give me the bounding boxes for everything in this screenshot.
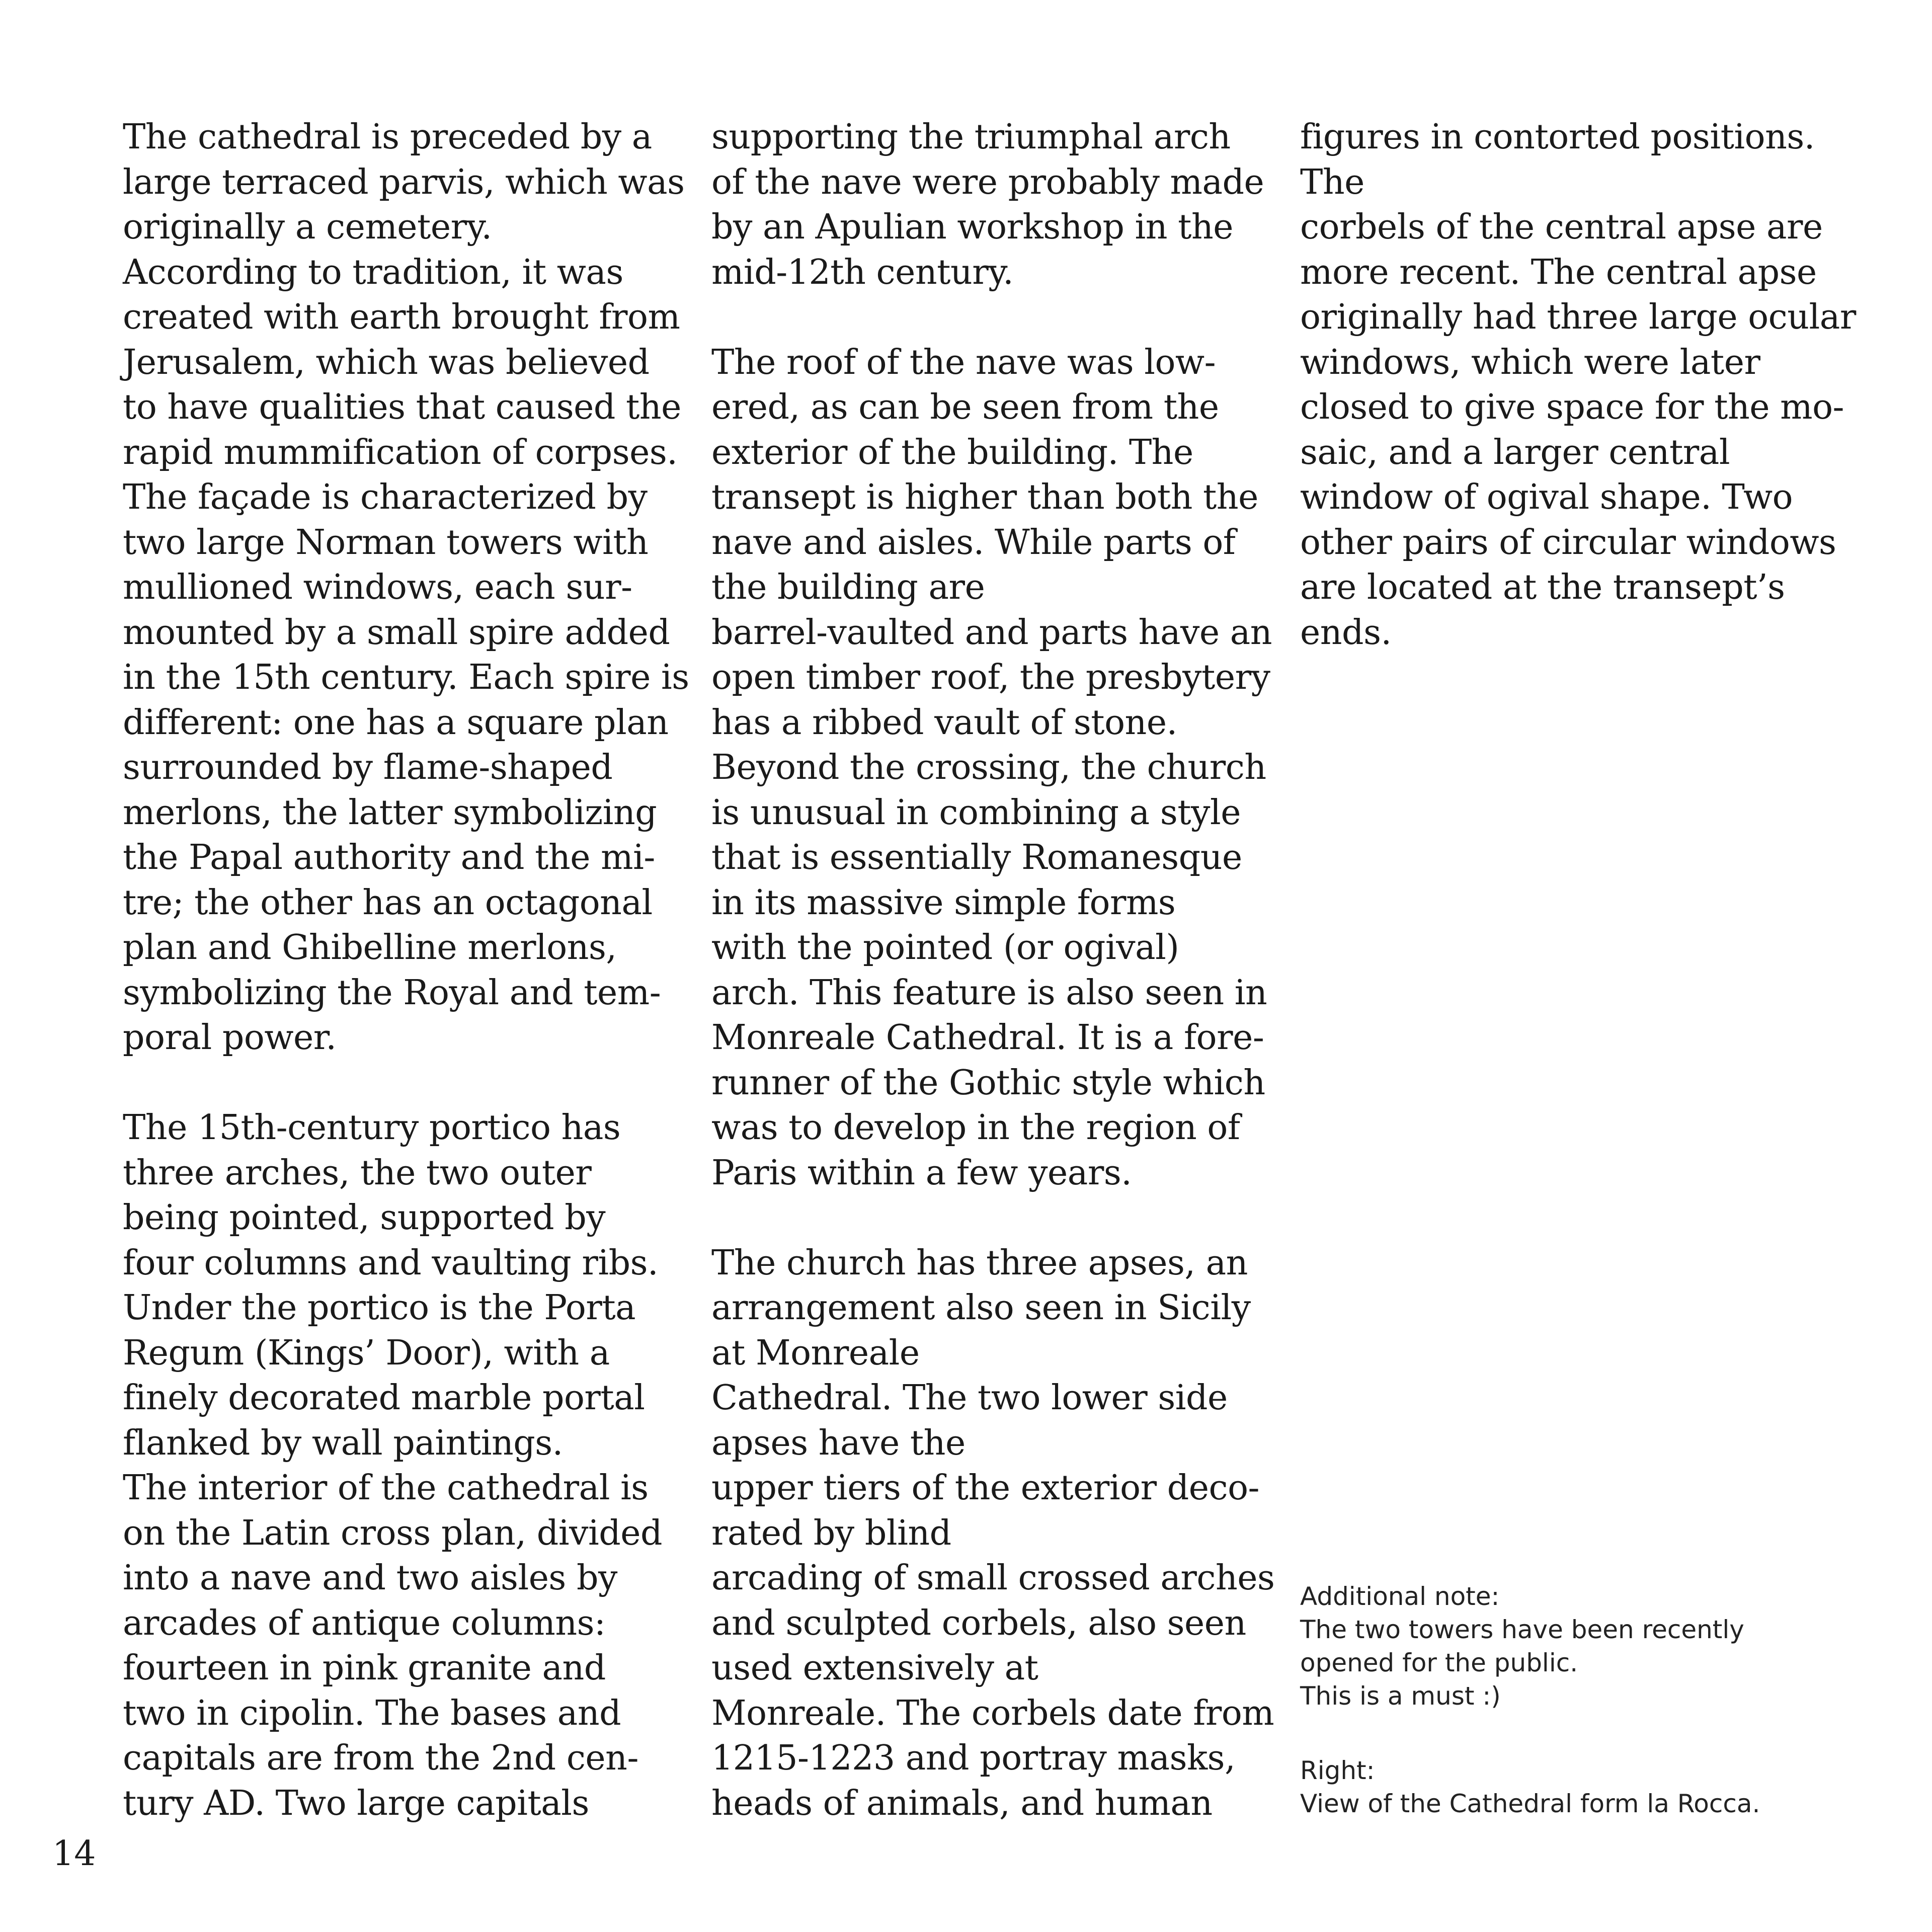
text-line: plan and Ghibelline merlons, <box>123 928 617 968</box>
text-line: used extensively at <box>711 1648 1038 1688</box>
text-line: tury AD. Two large capitals <box>123 1783 589 1823</box>
text-line: that is essentially Romanesque <box>711 838 1242 877</box>
text-line: symbolizing the Royal and tem- <box>123 973 661 1013</box>
text-line: The cathedral is preceded by a <box>123 117 652 157</box>
text-line: two large Norman towers with <box>123 522 649 562</box>
note-line: Right: <box>1300 1756 1375 1785</box>
text-line: originally a cemetery. <box>123 207 492 247</box>
text-line: was to develop in the region of <box>711 1108 1240 1148</box>
text-line: window of ogival shape. Two <box>1300 477 1793 517</box>
text-line: closed to give space for the mo- <box>1300 387 1844 427</box>
text-line: The <box>1300 162 1364 202</box>
text-line: ered, as can be seen from the <box>711 387 1219 427</box>
text-line: Monreale Cathedral. It is a fore- <box>711 1018 1264 1058</box>
text-line: created with earth brought from <box>123 297 680 337</box>
note-line: Additional note: <box>1300 1582 1500 1611</box>
text-line: originally had three large ocular <box>1300 297 1856 337</box>
text-line: with the pointed (or ogival) <box>711 928 1179 968</box>
text-line: Under the portico is the Porta <box>123 1288 636 1328</box>
text-line: different: one has a square plan <box>123 702 669 743</box>
additional-note <box>1300 1580 1894 1713</box>
text-line: The interior of the cathedral is <box>123 1468 649 1508</box>
text-line: arrangement also seen in Sicily <box>711 1288 1251 1328</box>
text-line: four columns and vaulting ribs. <box>123 1243 659 1283</box>
paragraph-gap <box>711 1195 1275 1241</box>
text-line: is unusual in combining a style <box>711 792 1241 833</box>
text-line: nave and aisles. While parts of <box>711 522 1236 562</box>
text-line: merlons, the latter symbolizing <box>123 792 657 833</box>
text-line: mid-12th century. <box>711 252 1014 292</box>
text-column-3 <box>1300 115 1894 655</box>
text-line: 1215-1223 and portray masks, <box>711 1738 1236 1778</box>
text-column-2 <box>711 115 1275 1826</box>
text-line: figures in contorted positions. <box>1300 117 1815 157</box>
note-line: This is a must :) <box>1300 1681 1501 1711</box>
text-line: rated by blind <box>711 1513 951 1553</box>
text-line: transept is higher than both the <box>711 477 1258 517</box>
text-line: Cathedral. The two lower side <box>711 1378 1228 1418</box>
text-line: The roof of the nave was low- <box>711 342 1216 382</box>
text-line: by an Apulian workshop in the <box>711 207 1234 247</box>
text-line: on the Latin cross plan, divided <box>123 1513 663 1553</box>
image-caption <box>1300 1754 1894 1820</box>
text-line: being pointed, supported by <box>123 1198 606 1238</box>
text-line: exterior of the building. The <box>711 432 1193 472</box>
text-line: The church has three apses, an <box>711 1243 1248 1283</box>
text-line: capitals are from the 2nd cen- <box>123 1738 638 1778</box>
text-line: at Monreale <box>711 1333 920 1373</box>
page-number: 14 <box>52 1834 96 1874</box>
text-line: are located at the transept’s <box>1300 568 1785 607</box>
text-line: barrel-vaulted and parts have an <box>711 612 1272 653</box>
text-line: arcades of antique columns: <box>123 1603 606 1643</box>
text-line: poral power. <box>123 1018 337 1058</box>
text-line: has a ribbed vault of stone. <box>711 702 1177 743</box>
text-line: finely decorated marble portal <box>123 1378 645 1418</box>
text-line: arch. This feature is also seen in <box>711 973 1267 1013</box>
paragraph-gap <box>123 1061 686 1106</box>
text-line: runner of the Gothic style which <box>711 1063 1265 1103</box>
text-line: rapid mummification of corpses. <box>123 432 678 472</box>
note-line: opened for the public. <box>1300 1648 1578 1677</box>
paragraph-gap <box>711 295 1275 340</box>
text-line: windows, which were later <box>1300 342 1760 382</box>
text-line: the Papal authority and the mi- <box>123 838 655 877</box>
text-line: large terraced parvis, which was <box>123 162 685 202</box>
text-line: and sculpted corbels, also seen <box>711 1603 1246 1643</box>
text-line: other pairs of circular windows <box>1300 522 1836 562</box>
text-line: mullioned windows, each sur- <box>123 568 632 607</box>
text-line: open timber roof, the presbytery <box>711 658 1270 697</box>
text-line: Monreale. The corbels date from <box>711 1693 1274 1733</box>
text-line: ends. <box>1300 612 1392 653</box>
note-line: The two towers have been recently <box>1300 1615 1744 1644</box>
text-line: tre; the other has an octagonal <box>123 882 653 923</box>
text-line: According to tradition, it was <box>123 252 623 292</box>
text-line: supporting the triumphal arch <box>711 117 1231 157</box>
text-line: upper tiers of the exterior deco- <box>711 1468 1259 1508</box>
text-line: in its massive simple forms <box>711 882 1176 923</box>
text-line: in the 15th century. Each spire is <box>123 658 689 697</box>
text-line: fourteen in pink granite and <box>123 1648 606 1688</box>
text-line: saic, and a larger central <box>1300 432 1730 472</box>
text-line: mounted by a small spire added <box>123 612 670 653</box>
text-line: surrounded by flame-shaped <box>123 748 613 787</box>
text-column-1 <box>123 115 689 1826</box>
text-line: to have qualities that caused the <box>123 387 681 427</box>
text-line: heads of animals, and human <box>711 1783 1213 1823</box>
text-line: flanked by wall paintings. <box>123 1423 563 1463</box>
text-line: arcading of small crossed arches <box>711 1558 1275 1598</box>
text-line: apses have the <box>711 1423 965 1463</box>
text-line: Beyond the crossing, the church <box>711 748 1266 787</box>
text-line: Jerusalem, which was believed <box>123 342 650 382</box>
text-line: corbels of the central apse are <box>1300 207 1823 247</box>
text-line: more recent. The central apse <box>1300 252 1817 292</box>
text-line: the building are <box>711 568 985 607</box>
text-line: The 15th-century portico has <box>123 1108 621 1148</box>
text-line: two in cipolin. The bases and <box>123 1693 621 1733</box>
text-line: Paris within a few years. <box>711 1153 1132 1193</box>
note-line: View of the Cathedral form la Rocca. <box>1300 1789 1760 1818</box>
text-line: Regum (Kings’ Door), with a <box>123 1333 610 1373</box>
text-line: three arches, the two outer <box>123 1153 592 1193</box>
text-line: of the nave were probably made <box>711 162 1264 202</box>
text-line: into a nave and two aisles by <box>123 1558 617 1598</box>
text-line: The façade is characterized by <box>123 477 648 517</box>
